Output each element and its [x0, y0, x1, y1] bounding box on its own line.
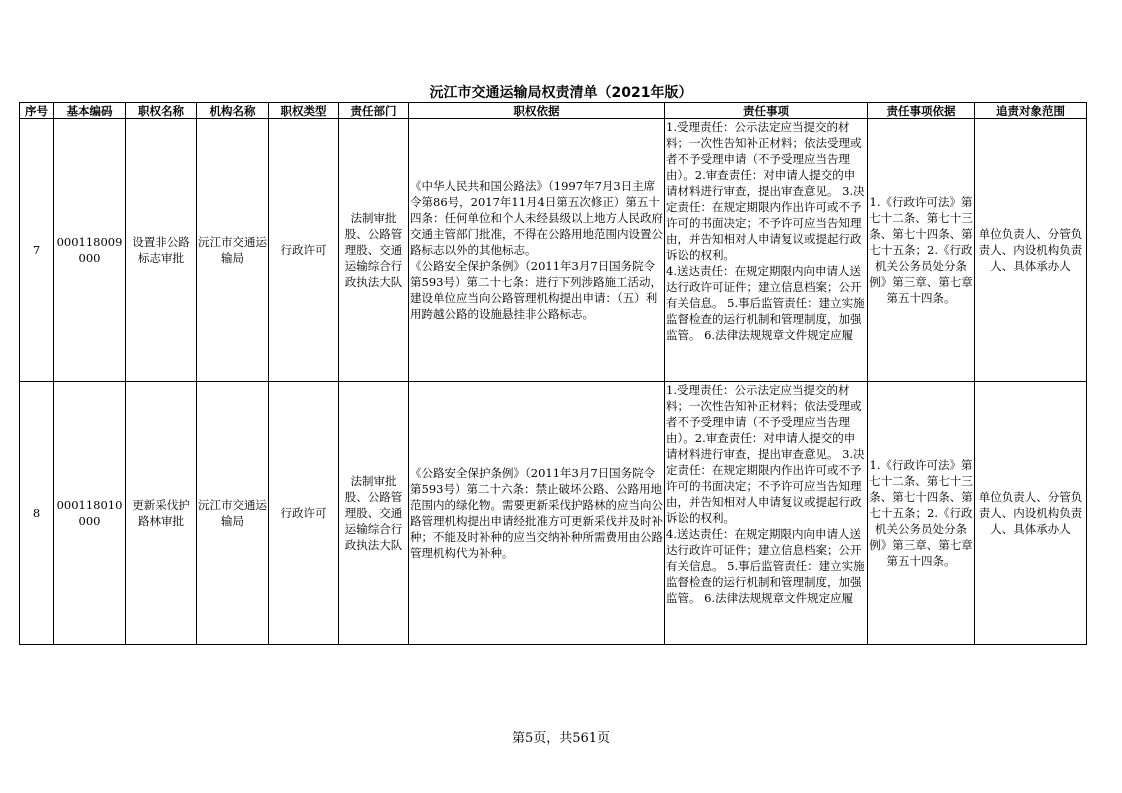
header-power-name: 职权名称: [126, 103, 197, 119]
table-row: [20, 382, 1087, 645]
table-row: [20, 119, 1087, 382]
header-responsible-dept: 责任部门: [339, 103, 409, 119]
header-duties: 责任事项: [665, 103, 868, 119]
header-accountable-scope: 追责对象范围: [975, 103, 1087, 119]
cell-accountable-scope: 单位负责人、分管负责人、内设机构负责人、具体承办人: [975, 382, 1087, 645]
responsibility-table: [19, 102, 1087, 645]
cell-responsible-dept: 法制审批股、公路管理股、交通运输综合行政执法大队: [339, 119, 409, 382]
header-duty-basis: 责任事项依据: [868, 103, 975, 119]
header-power-basis: 职权依据: [409, 103, 665, 119]
cell-seq: 7: [20, 119, 54, 382]
cell-power-type: 行政许可: [269, 119, 339, 382]
power-basis-text: 《公路安全保护条例》（2011年3月7日国务院令第593号）第二十六条：禁止破坏公路、公路用地范围内的绿化物。需要更新采伐护路林的应当向公路管理机构提出申请经批准方可更新采伐并及时补种；不能及时补种的应当交纳补种所需费用由公路管理机构代为补种。: [410, 466, 663, 560]
cell-seq: 8: [20, 382, 54, 645]
cell-duty-basis: 1.《行政许可法》第七十二条、第七十三条、第七十四条、第七十五条；2.《行政机关公务员处分条例》第三章、第七章第五十四条。: [868, 119, 975, 382]
cell-responsible-dept: 法制审批股、公路管理股、交通运输综合行政执法大队: [339, 382, 409, 645]
page-number: 第5页，共561页: [511, 731, 611, 746]
header-row: [20, 103, 1087, 119]
header-power-type: 职权类型: [269, 103, 339, 119]
cell-org-name: 沅江市交通运输局: [197, 119, 269, 382]
cell-power-basis: [409, 119, 665, 382]
cell-duty-basis: 1.《行政许可法》第七十二条、第七十三条、第七十四条、第七十五条；2.《行政机关公务员处分条例》第三章、第七章第五十四条。: [868, 382, 975, 645]
power-basis-text: 《中华人民共和国公路法》（1997年7月3日主席令第86号，2017年11月4日第五次修正）第五十四条：任何单位和个人未经县级以上地方人民政府交通主管部门批准，不得在公路用地范围内设置公路标志以外的其他标志。 《公路安全保护条例》（2011年3月7日国务院令第593号）第二十七条：进行下列涉路施工活动，建设单位应当向公路管理机构提出申请：（五）利用跨越公路的设施悬挂非公路标志。: [410, 179, 663, 321]
cell-duties: [665, 119, 868, 382]
cell-power-type: 行政许可: [269, 382, 339, 645]
cell-duties: [665, 382, 868, 645]
document-title: 沅江市交通运输局权责清单（2021年版）: [429, 85, 693, 101]
cell-org-name: 沅江市交通运输局: [197, 382, 269, 645]
header-code: 基本编码: [54, 103, 126, 119]
header-org-name: 机构名称: [197, 103, 269, 119]
cell-code: 000118010000: [54, 382, 126, 645]
duties-text: 1.受理责任：公示法定应当提交的材料；一次性告知补正材料；依法受理或者不予受理申请（不予受理应当告理由）。2.审查责任：对申请人提交的申请材料进行审查，提出审查意见。 3.决定责任：在规定期限内作出许可或不予许可的书面决定；不予许可应当告知理由，并告知相对人申请复议或提起行政诉讼的权利。 4.送达责任：在规定期限内向申请人送达行政许可证件；建立信息档案；公开有关信息。 5.事后监管责任：建立实施监督检查的运行机制和管理制度，加强监管。 6.法律法规规章文件规定应履: [666, 120, 865, 342]
cell-power-name: 设置非公路标志审批: [126, 119, 197, 382]
cell-power-name: 更新采伐护路林审批: [126, 382, 197, 645]
cell-power-basis: [409, 382, 665, 645]
header-seq: 序号: [20, 103, 54, 119]
cell-accountable-scope: 单位负责人、分管负责人、内设机构负责人、具体承办人: [975, 119, 1087, 382]
cell-code: 000118009000: [54, 119, 126, 382]
duties-text: 1.受理责任：公示法定应当提交的材料；一次性告知补正材料；依法受理或者不予受理申请（不予受理应当告理由）。2.审查责任：对申请人提交的申请材料进行审查，提出审查意见。 3.决定责任：在规定期限内作出许可或不予许可的书面决定；不予许可应当告知理由，并告知相对人申请复议或提起行政诉讼的权利。 4.送达责任：在规定期限内向申请人送达行政许可证件；建立信息档案；公开有关信息。 5.事后监管责任：建立实施监督检查的运行机制和管理制度，加强监管。 6.法律法规规章文件规定应履: [666, 383, 865, 605]
